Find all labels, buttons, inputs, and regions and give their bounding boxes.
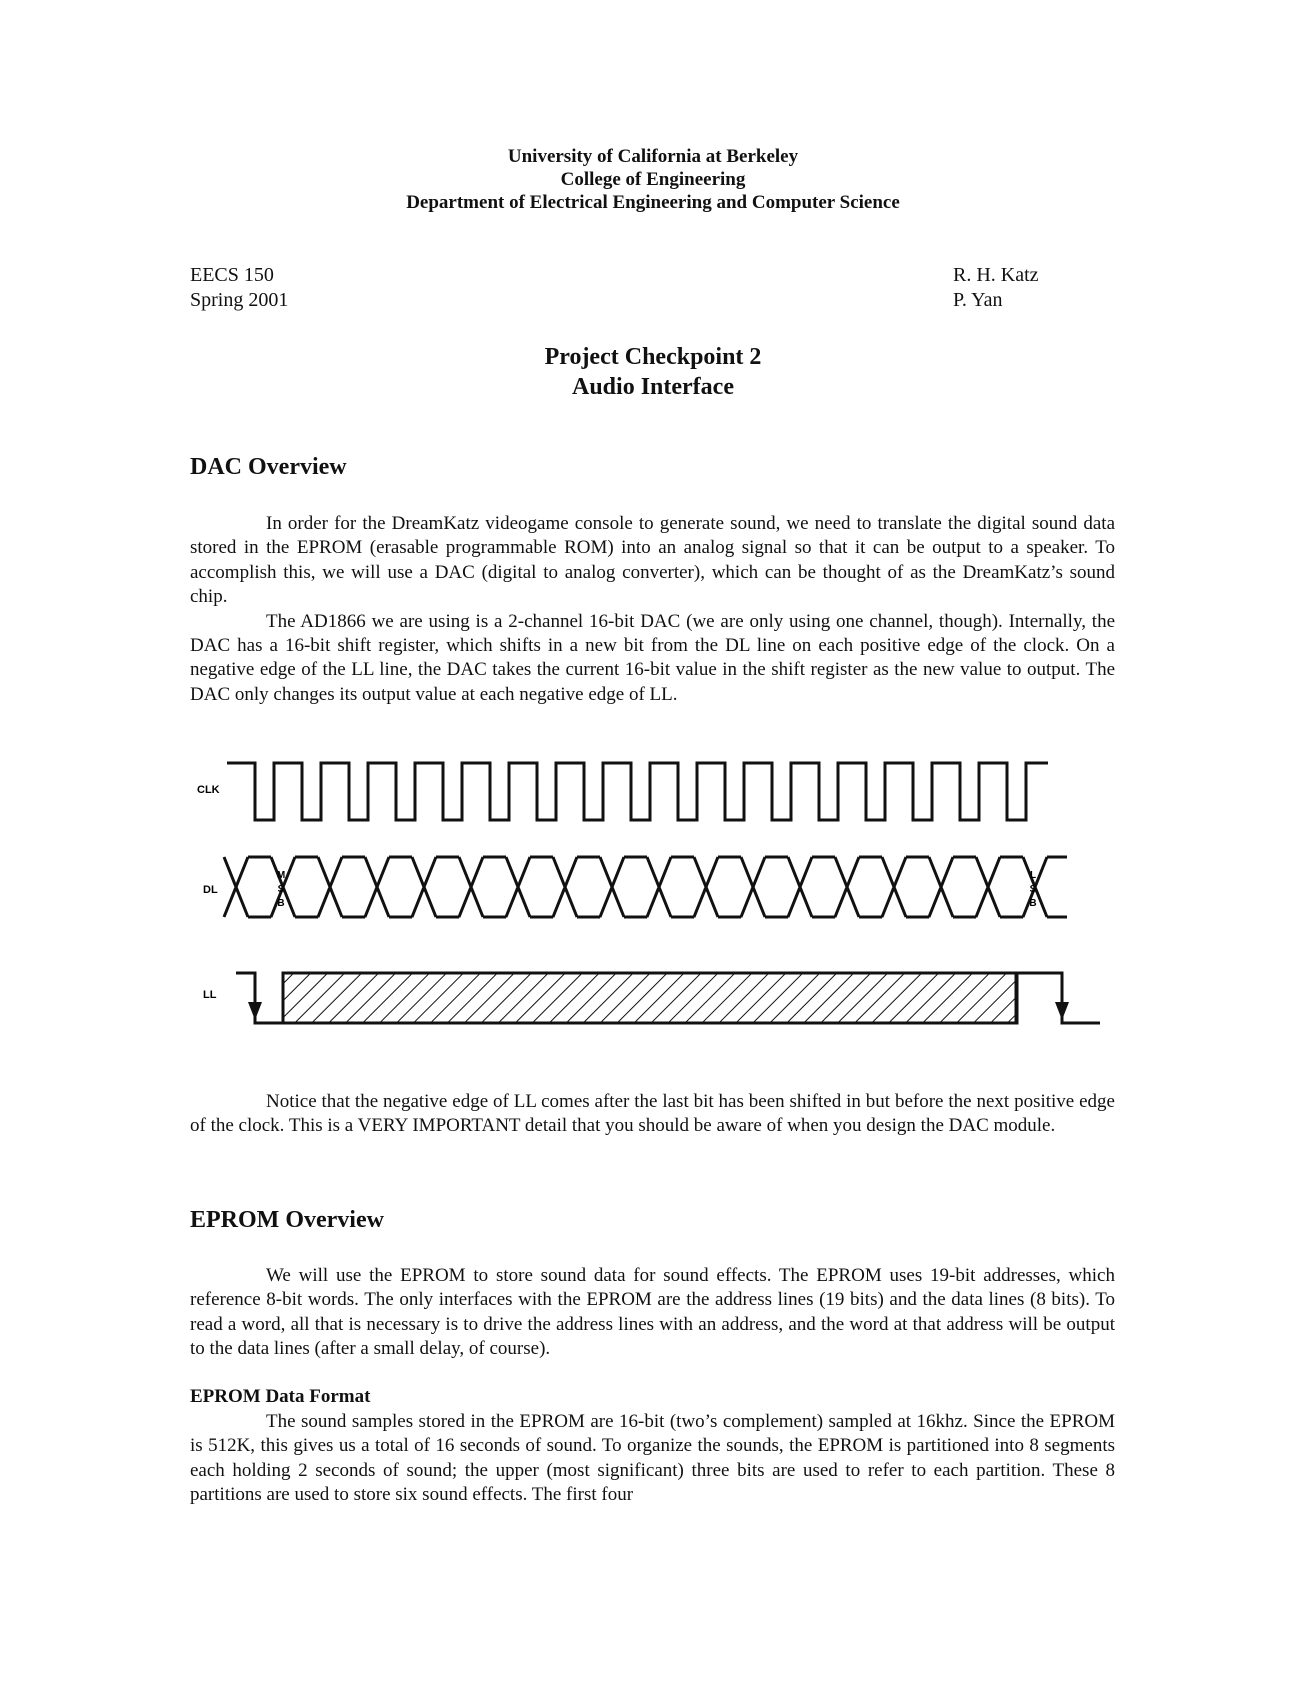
clk-label: CLK [197, 784, 220, 796]
ll-label: LL [203, 989, 217, 1001]
department-name: Department of Electrical Engineering and Computer Science [406, 192, 900, 213]
eprom-data-format-heading: EPROM Data Format [190, 1386, 371, 1407]
msb-letter-b: B [277, 898, 285, 909]
timing-diagram [0, 740, 1306, 1040]
course-number: EECS 150 [190, 264, 274, 286]
eprom-paragraph-1: We will use the EPROM to store sound data for sound effects. The EPROM uses 19-bit addresses, which reference 8-bit words. The only interfaces with the EPROM are the address lines (19 bits) and the data lines (8 bits). To read a word, all that is necessary is to drive the address lines with an address, and the word at that address will be output to the data lines (after a small delay, of course). [190, 1265, 1115, 1360]
eprom-paragraph-2: The sound samples stored in the EPROM are 16-bit (two’s complement) sampled at 16khz. Since the EPROM is 512K, this gives us a total of 16 seconds of sound. To organize the sounds, the EPROM is partitioned into 8 segments each holding 2 seconds of sound; the upper (most significant) three bits are used to refer to each partition. These 8 partitions are used to store six sound effects. The first four [190, 1411, 1115, 1506]
dl-bit-transitions [224, 857, 1067, 917]
ll-falling-edge-arrow [248, 1002, 262, 1020]
author-katz: R. H. Katz [953, 264, 1039, 286]
lsb-letter-s: S [1029, 884, 1037, 895]
eprom-data-format-body [190, 1410, 1115, 1508]
msb-letter-s: S [277, 884, 285, 895]
dac-overview-heading: DAC Overview [190, 454, 347, 480]
clk-waveform [227, 763, 1048, 820]
document-title: Project Checkpoint 2 [544, 344, 762, 370]
dac-paragraph-3: Notice that the negative edge of LL comes after the last bit has been shifted in but before the next positive edge of the clock. This is a VERY IMPORTANT detail that you should be aware of when you design the DAC module. [190, 1091, 1115, 1137]
ll-falling-edge-arrow-2 [1055, 1002, 1069, 1020]
lsb-letter-l: L [1029, 870, 1037, 881]
term: Spring 2001 [190, 289, 289, 311]
university-name: University of California at Berkeley [507, 146, 799, 167]
dl-waveform [224, 857, 1067, 917]
dl-label: DL [203, 884, 218, 896]
dac-paragraph-1: In order for the DreamKatz videogame console to generate sound, we need to translate the digital sound data stored in the EPROM (erasable programmable ROM) into an analog signal so that it can be output to a speaker. To accomplish this, we will use a DAC (digital to analog converter), which can be thought of as the DreamKatz’s sound chip. [190, 513, 1115, 608]
msb-letter-m: M [276, 870, 286, 881]
author-yan: P. Yan [953, 289, 1003, 311]
document-subtitle: Audio Interface [572, 374, 734, 400]
eprom-overview-heading: EPROM Overview [190, 1207, 384, 1233]
dac-paragraph-2: The AD1866 we are using is a 2-channel 16-bit DAC (we are only using one channel, though). Internally, the DAC has a 16-bit shift register, which shifts in a new bit from the DL line on each positive edge of the clock. On a negative edge of the LL line, the DAC takes the current 16-bit value in the shift register as the new value to output. The DAC only changes its output value at each negative edge of LL. [190, 610, 1115, 705]
college-name: College of Engineering [560, 169, 746, 190]
dac-paragraphs [190, 512, 1115, 707]
lsb-letter-b: B [1029, 898, 1037, 909]
eprom-overview-body [190, 1264, 1115, 1362]
dac-notice [190, 1090, 1115, 1139]
ll-waveform [236, 973, 1100, 1023]
